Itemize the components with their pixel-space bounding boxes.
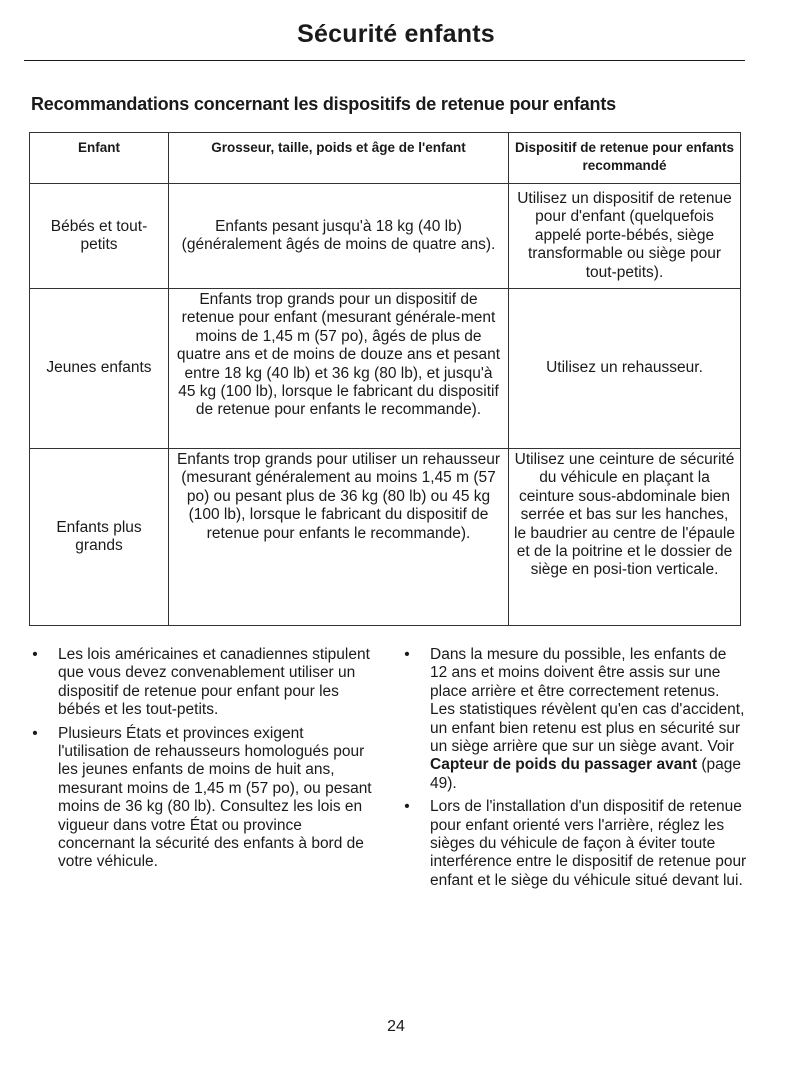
cross-reference-link[interactable]: Capteur de poids du passager avant (430, 756, 698, 774)
title-divider (24, 60, 745, 61)
column-header-device: Dispositif de retenue pour enfants recommandé (509, 133, 741, 184)
cell-description: Enfants trop grands pour utiliser un rehausseur (mesurant généralement au moins 1,45 m (57 po) ou pesant plus de 36 kg (80 lb) ou 45 kg (100 lb), lorsque le fabricant du dispositif de retenue pour enfants le recommande). (169, 449, 509, 626)
list-item (30, 646, 375, 720)
cell-child: Bébés et tout-petits (30, 184, 169, 289)
bullet-list-left (30, 646, 375, 877)
cell-child: Enfants plus grands (30, 449, 169, 626)
cell-device: Utilisez un rehausseur. (509, 289, 741, 449)
table-header-row (30, 133, 741, 184)
table-row (30, 449, 741, 626)
bullet-text: Lors de l'installation d'un dispositif de retenue pour enfant orienté vers l'arrière, réglez les sièges du véhicule de façon à éviter toute interférence entre le dispositif de retenue pour enfant et le siège du véhicule situé devant lui. (430, 798, 747, 889)
bullet-list-right (402, 646, 747, 895)
section-heading: Recommandations concernant les dispositifs de retenue pour enfants (31, 94, 616, 114)
cell-description: Enfants pesant jusqu'à 18 kg (40 lb) (généralement âgés de moins de quatre ans). (169, 184, 509, 289)
cell-device: Utilisez un dispositif de retenue pour d'enfant (quelquefois appelé porte-bébés, siège transformable ou siège pour tout-petits). (509, 184, 741, 289)
bullet-marker: • (404, 798, 410, 816)
list-item (402, 646, 747, 793)
table-row (30, 184, 741, 289)
page-title: Sécurité enfants (297, 20, 495, 48)
bullet-text: Les lois américaines et canadiennes stipulent que vous devez convenablement utiliser un dispositif de retenue pour enfant pour les bébés et les tout-petits. (58, 646, 370, 719)
bullet-marker: • (32, 724, 38, 742)
table-row (30, 289, 741, 449)
column-header-size: Grosseur, taille, poids et âge de l'enfant (169, 133, 509, 184)
bullet-text: Dans la mesure du possible, les enfants de 12 ans et moins doivent être assis sur une place arrière et être correctement retenus. Les statistiques révèlent qu'en cas d'accident, un enfant bien retenu est plus en sécurité sur un siège arrière que sur un siège avant. Voir (430, 646, 745, 756)
bullet-text-suffix: (page 49). (430, 756, 741, 792)
bullet-text: Plusieurs États et provinces exigent l'utilisation de rehausseurs homologués pour les jeunes enfants de moins de huit ans, mesurant moins de 1,45 m (57 po), ou pesant moins de 36 kg (80 lb). Consultez les lois en vigueur dans votre État ou province concernant la sécurité des enfants à bord de votre véhicule. (58, 724, 372, 871)
bullet-marker: • (404, 646, 410, 663)
cell-child: Jeunes enfants (30, 289, 169, 449)
list-item (402, 798, 747, 890)
child-restraint-recommendations-table (29, 132, 741, 626)
cell-description: Enfants trop grands pour un dispositif de retenue pour enfant (mesurant générale-ment moins de 1,45 m (57 po), âgés de plus de quatre ans et de moins de douze ans et pesant entre 18 kg (40 lb) et 36 kg (80 lb), et jusqu'à 45 kg (100 lb), lorsque le fabricant du dispositif de retenue pour enfants le recommande). (169, 289, 509, 449)
bullet-marker: • (32, 646, 38, 663)
cell-device: Utilisez une ceinture de sécurité du véhicule en plaçant la ceinture sous-abdominale bien serrée et bas sur les hanches, le baudrier au centre de l'épaule et de la poitrine et le dossier de siège en posi-tion verticale. (509, 449, 741, 626)
column-header-child: Enfant (30, 133, 169, 184)
list-item (30, 725, 375, 872)
page-number: 24 (387, 1018, 405, 1035)
